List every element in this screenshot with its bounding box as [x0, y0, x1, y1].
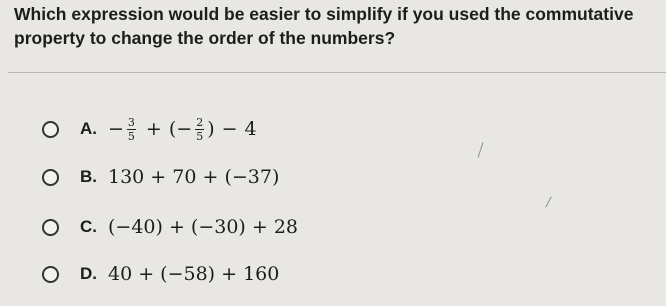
option-a-plus: +	[145, 118, 162, 140]
radio-button-b[interactable]	[42, 169, 59, 186]
option-c-expression: (−40) + (−30) + 28	[108, 216, 299, 238]
option-d-letter: D.	[80, 264, 97, 283]
option-a-fraction-2-numerator: 2	[196, 115, 204, 129]
option-d[interactable]	[42, 259, 279, 289]
question-text: Which expression would be easier to simplify if you used the commutative property to change the order of the numbers?	[14, 4, 634, 48]
option-c[interactable]	[42, 212, 298, 242]
option-a-letter: A.	[80, 119, 97, 138]
option-a-close-paren: )	[207, 118, 215, 140]
radio-button-d[interactable]	[42, 266, 59, 283]
option-a-fraction-2	[195, 117, 204, 142]
option-b[interactable]	[42, 162, 279, 192]
option-a-minus: −	[221, 118, 238, 140]
radio-button-c[interactable]	[42, 219, 59, 236]
option-b-expression: 130 + 70 + (−37)	[108, 166, 280, 188]
radio-button-a[interactable]	[42, 121, 59, 138]
option-a[interactable]	[42, 114, 257, 144]
option-a-fraction-2-denominator: 5	[196, 129, 204, 143]
option-a-expression	[108, 117, 257, 142]
option-a-open-paren: (−	[168, 118, 193, 140]
pencil-mark	[478, 142, 484, 158]
option-d-expression: 40 + (−58) + 160	[108, 263, 280, 285]
option-a-minus-sign: −	[108, 118, 124, 140]
option-c-letter: C.	[80, 217, 97, 236]
pencil-mark	[545, 196, 552, 207]
option-a-last-term: 4	[244, 118, 257, 140]
option-b-letter: B.	[80, 167, 97, 186]
divider	[8, 72, 666, 73]
option-a-fraction-1-denominator: 5	[127, 129, 135, 143]
option-a-fraction-1	[127, 117, 136, 142]
option-a-fraction-1-numerator: 3	[127, 115, 135, 129]
